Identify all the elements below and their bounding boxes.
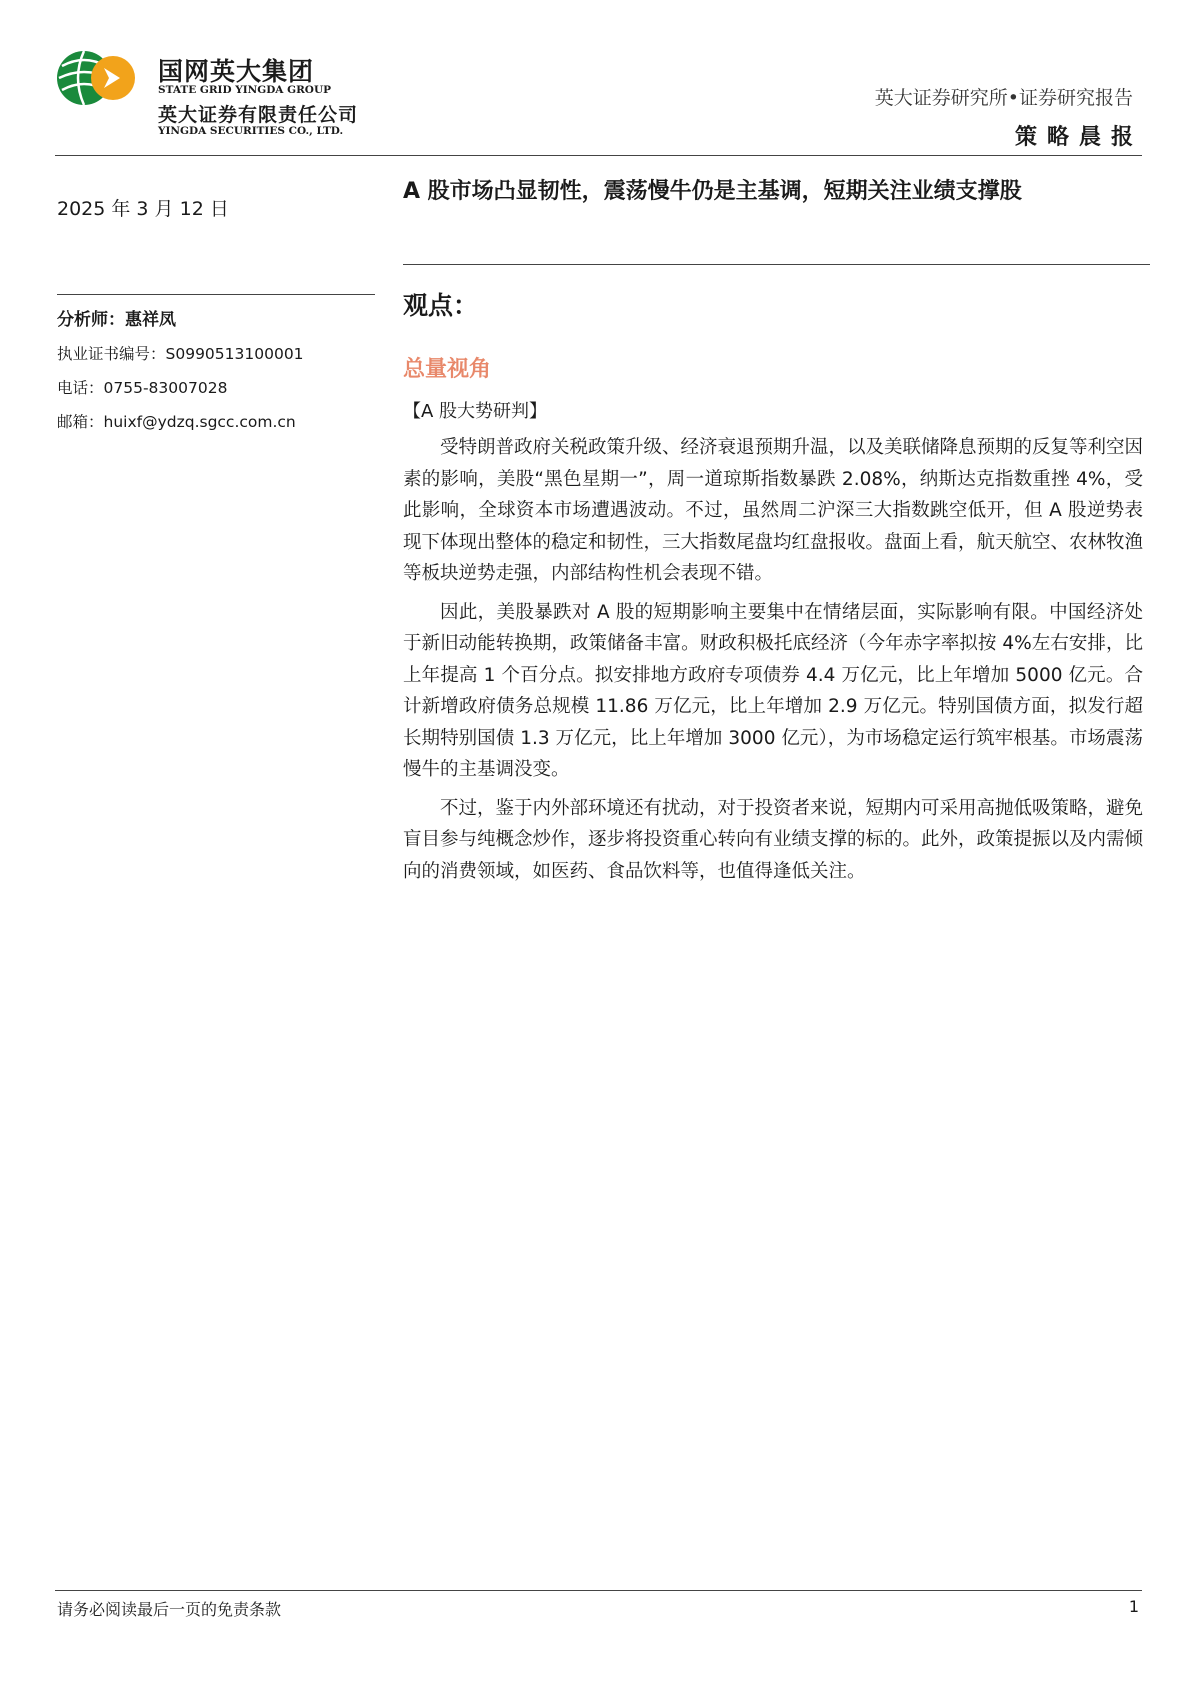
logo-group-name-en: STATE GRID YINGDA GROUP (158, 84, 332, 96)
company-logo (56, 48, 376, 138)
logo-company-name: 英大证券有限责任公司 (158, 104, 359, 126)
footer-disclaimer: 请务必阅读最后一页的免责条款 (57, 1600, 282, 1619)
analyst-name: 分析师：惠祥凤 (57, 310, 176, 330)
logo-group-name: 国网英大集团 (158, 57, 315, 86)
header-right (874, 83, 1143, 151)
topic-tag: 【A 股大势研判】 (403, 401, 548, 422)
report-title: A 股市场凸显韧性，震荡慢牛仍是主基调，短期关注业绩支撑股 (403, 179, 1022, 204)
logo-company-name-en: YINGDA SECURITIES CO., LTD. (158, 125, 344, 137)
analyst-cert: 执业证书编号：S0990513100001 (57, 345, 304, 363)
section-heading: 总量视角 (403, 357, 492, 382)
analyst-email: 邮箱：huixf@ydzq.sgcc.com.cn (57, 413, 296, 431)
report-date: 2025 年 3 月 12 日 (57, 198, 229, 220)
state-grid-emblem-icon (56, 48, 151, 118)
body-paragraph: 不过，鉴于内外部环境还有扰动，对于投资者来说，短期内可采用高抛低吸策略，避免盲目参与纯概念炒作，逐步将投资重心转向有业绩支撑的标的。此外，政策提振以及内需倾向的消费领域，如医药、食品饮料等，也值得逢低关注。 (403, 797, 1144, 882)
body-paragraph: 因此，美股暴跌对 A 股的短期影响主要集中在情绪层面，实际影响有限。中国经济处于新旧动能转换期，政策储备丰富。财政积极托底经济（今年赤字率拟按 4%左右安排，比上年提高 1 个百分点。拟安排地方政府专项债券 4.4 万亿元，比上年增加 5000 亿元。合计新增政府债务总规模 11.86 万亿元，比上年增加 2.9 万亿元。特别国债方面，拟发行超长期特别国债 1.3 万亿元，比上年增加 3000 亿元），为市场稳定运行筑牢根基。市场震荡慢牛的主基调没变。 (403, 601, 1143, 780)
analyst-info (57, 294, 375, 444)
report-body (403, 432, 1143, 894)
header-divider (55, 155, 1142, 156)
institute-name: 英大证券研究所•证券研究报告 (874, 87, 1133, 109)
footer-divider (55, 1590, 1142, 1591)
page-number: 1 (1128, 1597, 1139, 1616)
analyst-phone: 电话：0755-83007028 (57, 379, 228, 397)
body-paragraph: 受特朗普政府关税政策升级、经济衰退预期升温，以及美联储降息预期的反复等利空因素的影响，美股“黑色星期一”，周一道琼斯指数暴跌 2.08%，纳斯达克指数重挫 4%，受此影响，全球资本市场遭遇波动。不过，虽然周二沪深三大指数跳空低开，但 A 股逆势表现下体现出整体的稳定和韧性，三大指数尾盘均红盘报收。盘面上看，航天航空、农林牧渔等板块逆势走强，内部结构性机会表现不错。 (403, 437, 1144, 584)
title-divider (403, 264, 1150, 265)
report-type: 策略晨报 (1014, 125, 1143, 150)
viewpoint-heading: 观点： (403, 291, 479, 320)
